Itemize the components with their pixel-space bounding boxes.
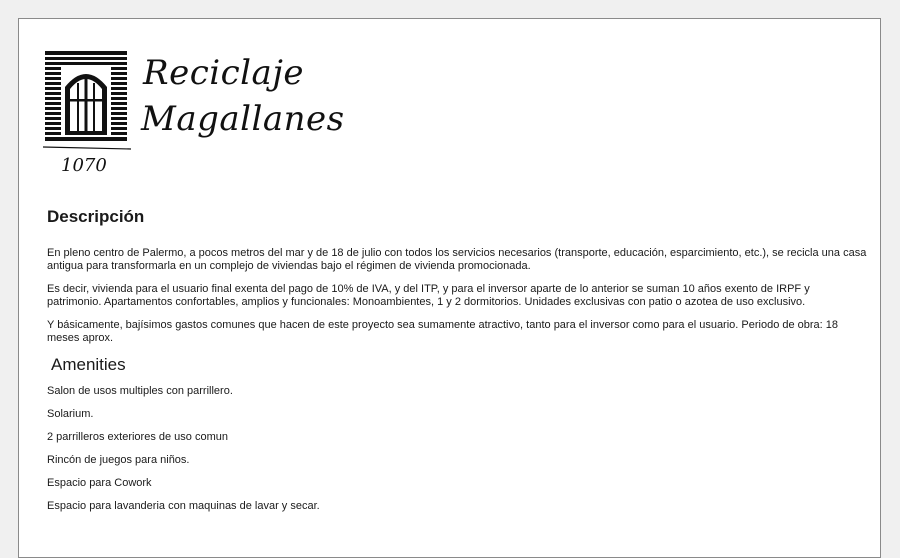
amenity-item: Salon de usos multiples con parrillero.	[47, 385, 233, 397]
amenity-item: Solarium.	[47, 408, 94, 420]
amenities-heading: Amenities	[51, 355, 126, 374]
description-heading: Descripción	[47, 207, 145, 226]
amenity-item: Rincón de juegos para niños.	[47, 454, 190, 466]
document-page	[18, 18, 881, 558]
content	[47, 207, 867, 523]
amenity-item: Espacio para Cowork	[47, 477, 152, 489]
logo-name-line1: Reciclaje	[143, 53, 304, 93]
logo	[43, 47, 363, 197]
building-facade-icon	[43, 47, 133, 155]
amenity-item: 2 parrilleros exteriores de uso comun	[47, 431, 228, 443]
amenity-item: Espacio para lavanderia con maquinas de lavar y secar.	[47, 500, 320, 512]
logo-year: 1070	[61, 155, 107, 176]
description-paragraph-1: En pleno centro de Palermo, a pocos metros del mar y de 18 de julio con todos los servicios necesarios (transporte, educación, esparcimiento, etc.), se recicla una casa antigua para transformarla en un complejo de viviendas bajo el régimen de vivienda promocionada.	[47, 247, 867, 272]
description-paragraph-2: Es decir, vivienda para el usuario final exenta del pago de 10% de IVA, y del ITP, y para el inversor aparte de lo anterior se suman 10 años exento de IRPF y patrimonio. Apartamentos confortables, amplios y funcionales: Monoambientes, 1 y 2 dormitorios. Unidades exclusivas con patio o azotea de uso exclusivo.	[47, 283, 810, 308]
description-paragraph-3: Y básicamente, bajísimos gastos comunes que hacen de este proyecto sea sumamente atractivo, tanto para el inversor como para el usuario. Periodo de obra: 18 meses aprox.	[47, 319, 839, 344]
logo-name-line2: Magallanes	[141, 99, 345, 139]
amenities-list	[47, 385, 867, 513]
